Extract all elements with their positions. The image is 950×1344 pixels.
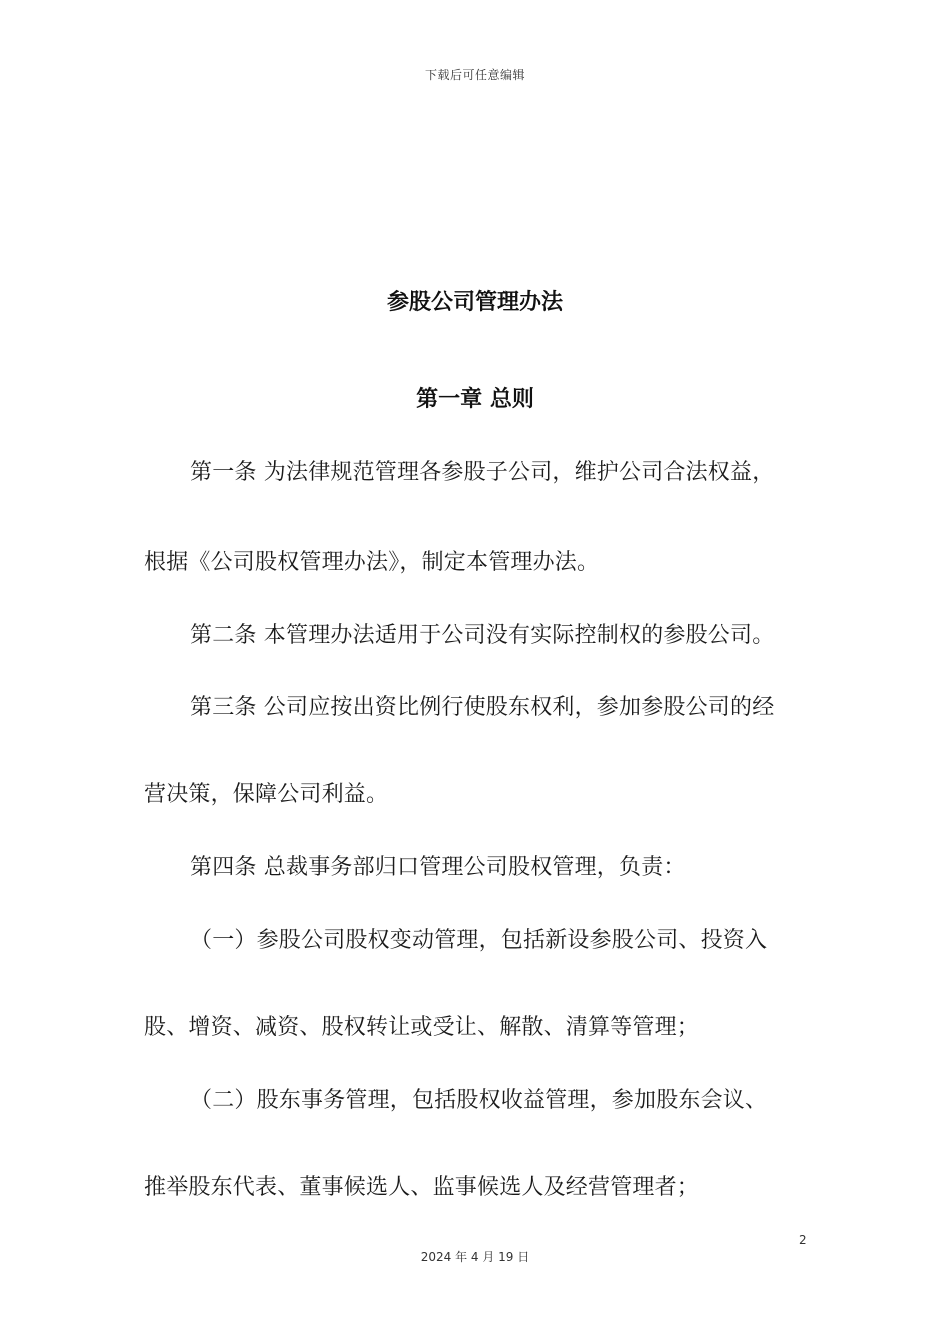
article-1-line-1: 第一条 为法律规范管理各参股子公司，维护公司合法权益，: [190, 460, 775, 485]
article-3-line-2: 营决策，保障公司利益。: [144, 782, 389, 807]
chapter-heading: 第一章 总则: [416, 387, 534, 412]
page-number: 2: [799, 1233, 807, 1247]
page-header: 下载后可任意编辑: [424, 68, 525, 82]
item-1-line-2: 股、增资、减资、股权转让或受让、解散、清算等管理；: [144, 1015, 700, 1040]
item-2-line-2: 推举股东代表、董事候选人、监事候选人及经营管理者；: [144, 1175, 700, 1200]
article-3-line-1: 第三条 公司应按出资比例行使股东权利，参加参股公司的经: [190, 695, 775, 720]
document-title: 参股公司管理办法: [386, 290, 563, 315]
item-1-line-1: （一）参股公司股权变动管理，包括新设参股公司、投资入: [190, 928, 768, 953]
article-4-line-1: 第四条 总裁事务部归口管理公司股权管理，负责：: [190, 855, 686, 880]
article-2-line-1: 第二条 本管理办法适用于公司没有实际控制权的参股公司。: [190, 623, 775, 648]
footer-date: 2024 年 4 月 19 日: [420, 1250, 530, 1264]
article-1-line-2: 根据《公司股权管理办法》，制定本管理办法。: [144, 550, 600, 575]
item-2-line-1: （二）股东事务管理，包括股权收益管理，参加股东会议、: [190, 1088, 768, 1113]
